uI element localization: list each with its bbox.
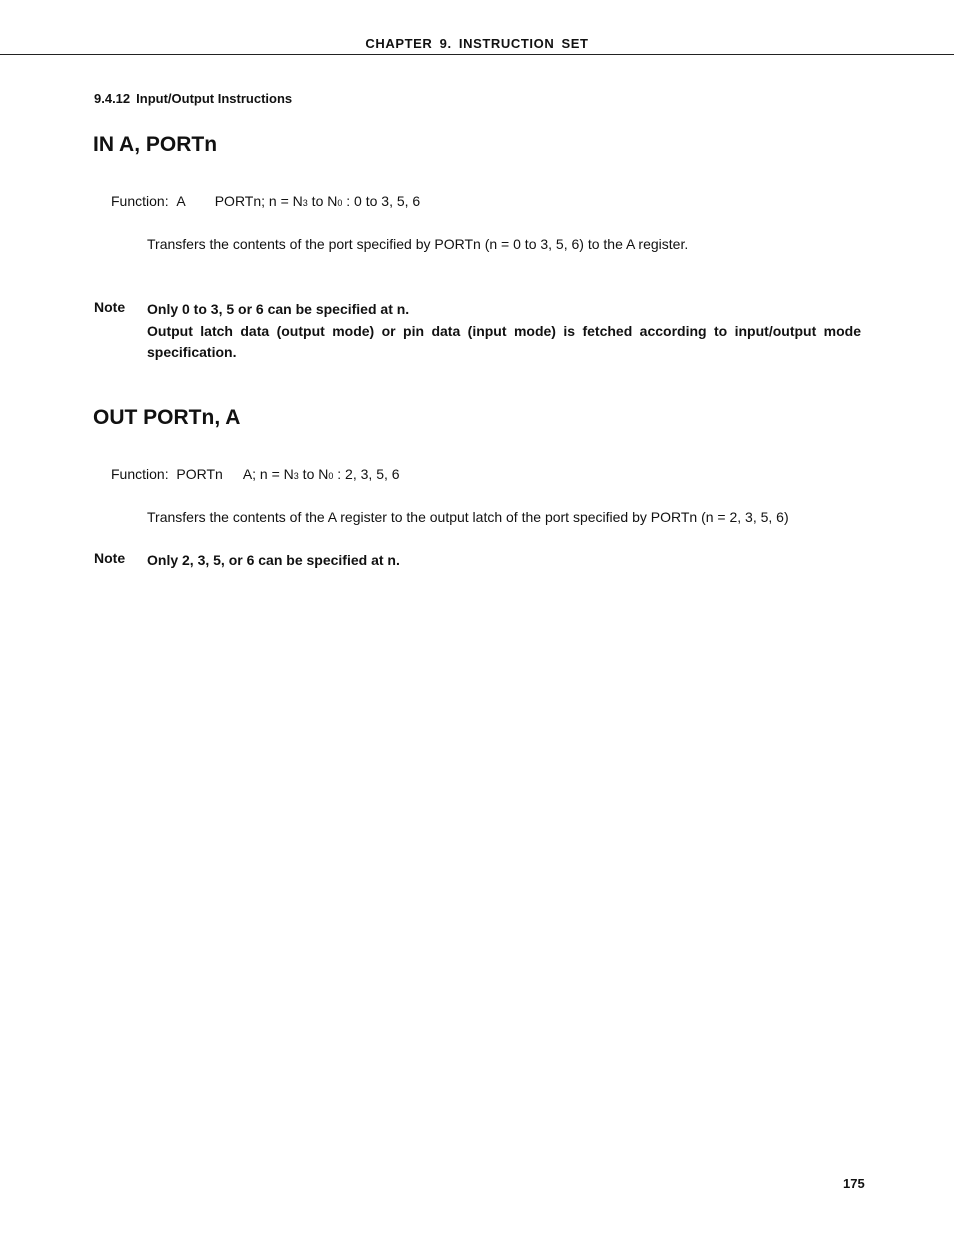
section-title: Input/Output Instructions — [136, 91, 293, 106]
subscript-high: 3 — [302, 198, 308, 208]
page-number: 175 — [843, 1176, 865, 1191]
instruction-heading-in: IN A, PORTn — [93, 133, 218, 156]
note-line: Only 2, 3, 5, or 6 can be specified at n. — [147, 552, 400, 568]
subscript-low: 0 — [337, 198, 343, 208]
function-range: : 0 to 3, 5, 6 — [342, 193, 421, 209]
function-destination: PORTn — [176, 466, 223, 482]
instruction-description-in: Transfers the contents of the port specified by PORTn (n = 0 to 3, 5, 6) to the A register. — [147, 236, 689, 252]
function-label: Function: — [111, 466, 169, 482]
function-to: to N — [298, 466, 329, 482]
section-number: 9.4.12 — [94, 91, 131, 106]
running-header: CHAPTER 9. INSTRUCTION SET — [365, 36, 589, 51]
function-label: Function: — [111, 193, 169, 209]
function-destination: A — [176, 193, 186, 209]
note-out — [94, 550, 861, 572]
section-heading — [94, 91, 292, 106]
instruction-heading-out: OUT PORTn, A — [93, 406, 241, 429]
note-label: Note — [94, 550, 126, 566]
note-in — [94, 299, 861, 364]
header-divider — [0, 54, 954, 55]
note-label: Note — [94, 299, 126, 315]
subscript-low: 0 — [328, 471, 334, 481]
note-body — [147, 299, 861, 364]
function-source: A; n = N — [242, 466, 294, 482]
instruction-description-out: Transfers the contents of the A register to the output latch of the port specified by PORTn (n = 2, 3, 5, 6) — [147, 509, 789, 525]
function-line-in — [111, 193, 420, 209]
note-line: specification. — [147, 344, 237, 360]
note-line: Output latch data (output mode) or pin data (input mode) is fetched according to input/output mode — [147, 322, 861, 339]
note-line: Only 0 to 3, 5 or 6 can be specified at n. — [147, 301, 410, 317]
subscript-high: 3 — [293, 471, 299, 481]
function-range: : 2, 3, 5, 6 — [333, 466, 400, 482]
function-source: PORTn; n = N — [214, 193, 303, 209]
function-line-out — [111, 466, 400, 482]
function-to: to N — [307, 193, 338, 209]
note-body — [147, 550, 861, 572]
